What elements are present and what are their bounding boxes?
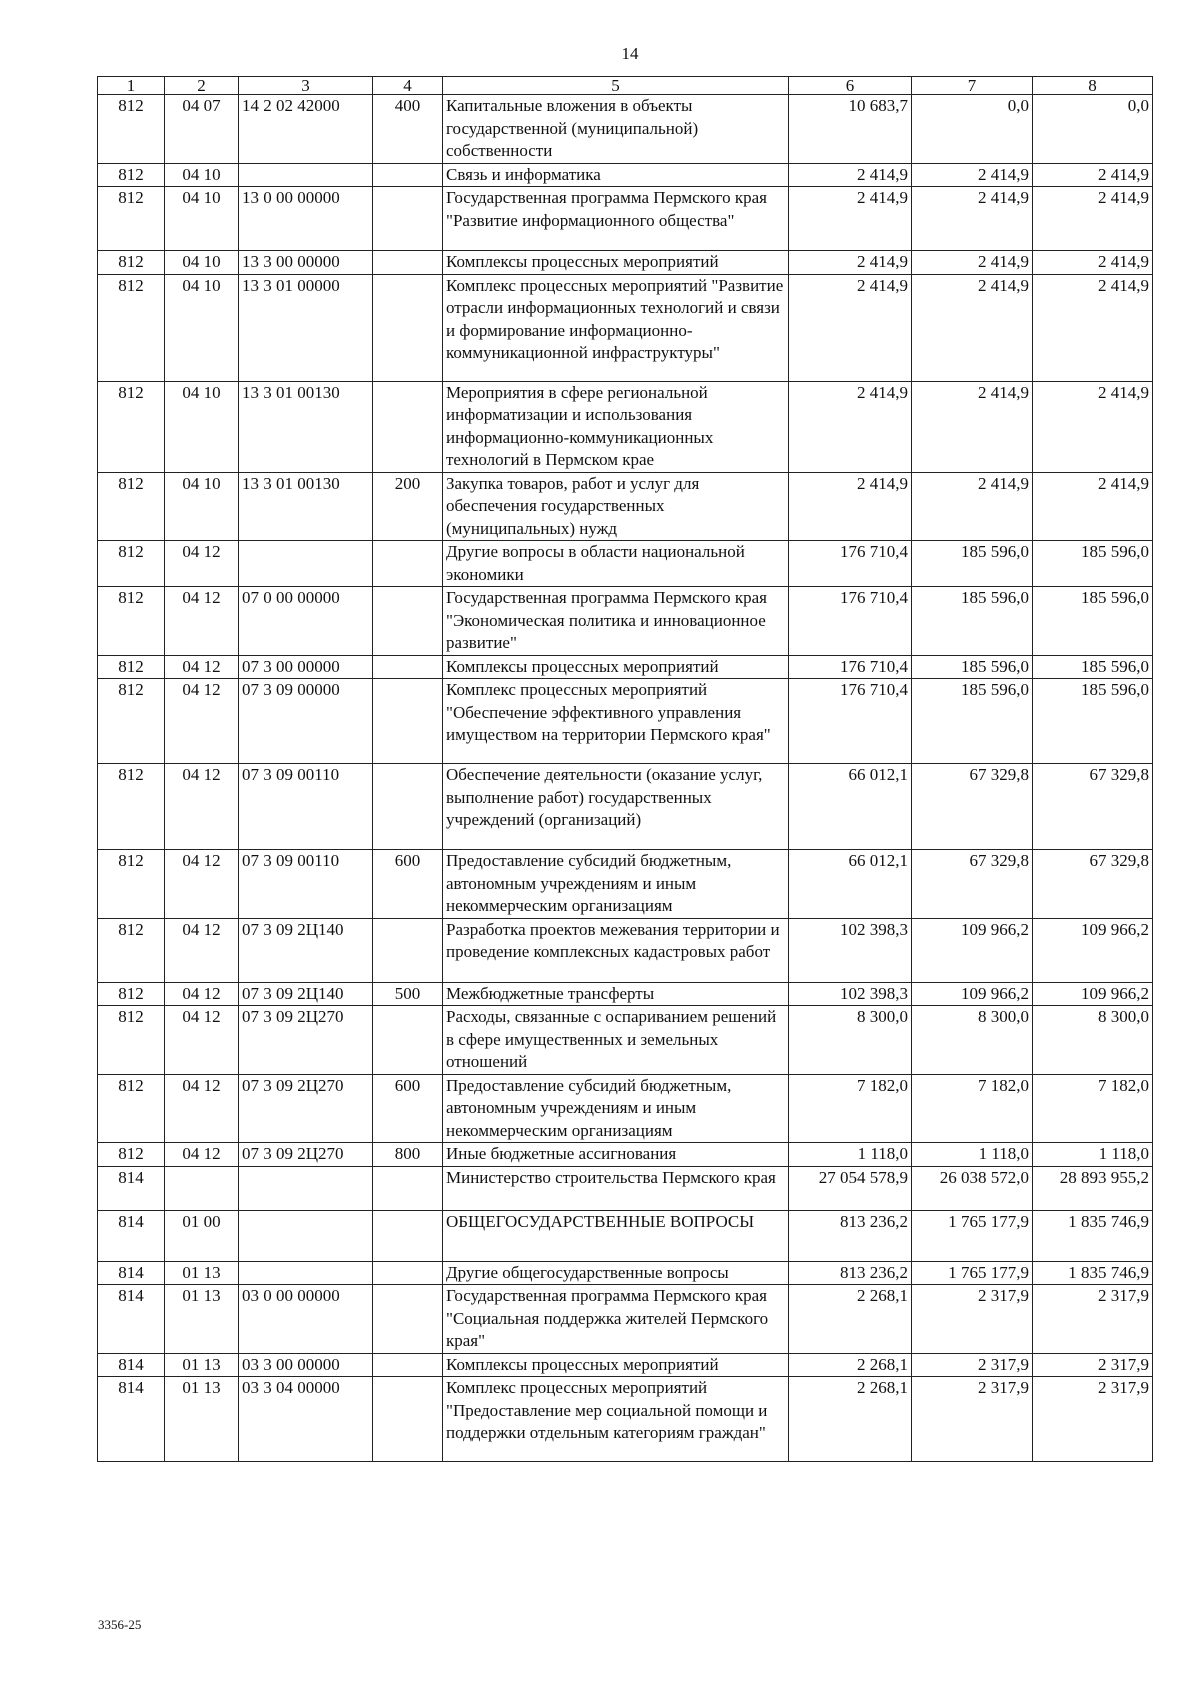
cell-target-article xyxy=(239,1210,373,1261)
cell-description: Другие вопросы в области национальной экономики xyxy=(443,541,789,587)
table-row xyxy=(98,163,1153,187)
cell-admin-code: 812 xyxy=(98,472,165,541)
cell-amount-6: 2 414,9 xyxy=(789,187,912,251)
cell-amount-6: 176 710,4 xyxy=(789,541,912,587)
cell-amount-8: 185 596,0 xyxy=(1033,655,1153,679)
cell-expense-type xyxy=(373,541,443,587)
cell-amount-8: 7 182,0 xyxy=(1033,1074,1153,1143)
column-header: 5 xyxy=(443,77,789,95)
cell-description: Связь и информатика xyxy=(443,163,789,187)
cell-amount-6: 2 414,9 xyxy=(789,274,912,381)
cell-amount-8: 2 414,9 xyxy=(1033,274,1153,381)
cell-target-article: 03 3 04 00000 xyxy=(239,1377,373,1462)
column-number-row xyxy=(98,77,1153,95)
cell-amount-7: 185 596,0 xyxy=(912,679,1033,764)
cell-section: 04 12 xyxy=(165,764,239,850)
table-row xyxy=(98,1166,1153,1210)
cell-expense-type: 500 xyxy=(373,982,443,1006)
cell-expense-type xyxy=(373,1210,443,1261)
cell-description: Другие общегосударственные вопросы xyxy=(443,1261,789,1285)
cell-target-article: 13 3 01 00000 xyxy=(239,274,373,381)
cell-description: Иные бюджетные ассигнования xyxy=(443,1143,789,1167)
cell-amount-8: 1 118,0 xyxy=(1033,1143,1153,1167)
cell-amount-6: 66 012,1 xyxy=(789,764,912,850)
cell-admin-code: 812 xyxy=(98,163,165,187)
cell-amount-7: 67 329,8 xyxy=(912,764,1033,850)
cell-amount-7: 109 966,2 xyxy=(912,982,1033,1006)
cell-amount-6: 2 414,9 xyxy=(789,251,912,275)
column-header: 1 xyxy=(98,77,165,95)
cell-description: Комплексы процессных мероприятий xyxy=(443,1353,789,1377)
cell-description: Комплексы процессных мероприятий xyxy=(443,251,789,275)
cell-admin-code: 812 xyxy=(98,655,165,679)
cell-amount-7: 2 317,9 xyxy=(912,1285,1033,1354)
cell-section: 04 12 xyxy=(165,1143,239,1167)
cell-amount-7: 185 596,0 xyxy=(912,655,1033,679)
cell-amount-7: 26 038 572,0 xyxy=(912,1166,1033,1210)
cell-amount-7: 8 300,0 xyxy=(912,1006,1033,1075)
document-code: 3356-25 xyxy=(98,1617,142,1632)
cell-admin-code: 812 xyxy=(98,274,165,381)
cell-expense-type xyxy=(373,1006,443,1075)
cell-admin-code: 812 xyxy=(98,1143,165,1167)
cell-target-article: 03 3 00 00000 xyxy=(239,1353,373,1377)
cell-expense-type xyxy=(373,1261,443,1285)
cell-description: Расходы, связанные с оспариванием решений в сфере имущественных и земельных отношений xyxy=(443,1006,789,1075)
cell-description: Комплексы процессных мероприятий xyxy=(443,655,789,679)
cell-section: 04 12 xyxy=(165,587,239,656)
cell-section: 04 10 xyxy=(165,472,239,541)
cell-amount-8: 67 329,8 xyxy=(1033,764,1153,850)
table-row xyxy=(98,1353,1153,1377)
cell-amount-6: 102 398,3 xyxy=(789,982,912,1006)
cell-amount-6: 2 414,9 xyxy=(789,163,912,187)
cell-amount-8: 2 414,9 xyxy=(1033,472,1153,541)
cell-amount-8: 28 893 955,2 xyxy=(1033,1166,1153,1210)
cell-amount-8: 0,0 xyxy=(1033,95,1153,164)
cell-admin-code: 812 xyxy=(98,918,165,982)
cell-expense-type xyxy=(373,187,443,251)
column-header: 7 xyxy=(912,77,1033,95)
cell-target-article: 14 2 02 42000 xyxy=(239,95,373,164)
cell-admin-code: 812 xyxy=(98,679,165,764)
cell-amount-8: 2 317,9 xyxy=(1033,1377,1153,1462)
cell-description: Капитальные вложения в объекты государственной (муниципальной) собственности xyxy=(443,95,789,164)
cell-description: Комплекс процессных мероприятий "Развитие отрасли информационных технологий и связи и формирование информационно-коммуникационной инфраструктуры" xyxy=(443,274,789,381)
cell-admin-code: 812 xyxy=(98,982,165,1006)
table-row xyxy=(98,918,1153,982)
cell-amount-8: 109 966,2 xyxy=(1033,918,1153,982)
cell-expense-type xyxy=(373,1353,443,1377)
cell-target-article xyxy=(239,163,373,187)
cell-amount-8: 2 317,9 xyxy=(1033,1285,1153,1354)
cell-expense-type xyxy=(373,918,443,982)
cell-description: Мероприятия в сфере региональной информатизации и использования информационно-коммуникационных технологий в Пермском крае xyxy=(443,381,789,472)
cell-description: Разработка проектов межевания территории и проведение комплексных кадастровых работ xyxy=(443,918,789,982)
cell-amount-6: 2 268,1 xyxy=(789,1353,912,1377)
cell-target-article: 07 3 09 00000 xyxy=(239,679,373,764)
cell-section: 04 10 xyxy=(165,274,239,381)
cell-amount-6: 176 710,4 xyxy=(789,655,912,679)
cell-description: Закупка товаров, работ и услуг для обеспечения государственных (муниципальных) нужд xyxy=(443,472,789,541)
column-header: 2 xyxy=(165,77,239,95)
cell-target-article: 13 3 00 00000 xyxy=(239,251,373,275)
cell-description: Государственная программа Пермского края "Социальная поддержка жителей Пермского края" xyxy=(443,1285,789,1354)
cell-admin-code: 814 xyxy=(98,1285,165,1354)
cell-expense-type: 200 xyxy=(373,472,443,541)
cell-description: Министерство строительства Пермского края xyxy=(443,1166,789,1210)
cell-amount-6: 2 268,1 xyxy=(789,1285,912,1354)
cell-amount-6: 8 300,0 xyxy=(789,1006,912,1075)
cell-admin-code: 812 xyxy=(98,187,165,251)
cell-amount-8: 1 835 746,9 xyxy=(1033,1261,1153,1285)
cell-description: Комплекс процессных мероприятий "Предоставление мер социальной помощи и поддержки отдельным категориям граждан" xyxy=(443,1377,789,1462)
cell-amount-8: 2 317,9 xyxy=(1033,1353,1153,1377)
cell-expense-type xyxy=(373,587,443,656)
cell-admin-code: 812 xyxy=(98,541,165,587)
table-row xyxy=(98,541,1153,587)
cell-target-article: 07 3 00 00000 xyxy=(239,655,373,679)
cell-expense-type xyxy=(373,1166,443,1210)
cell-target-article xyxy=(239,541,373,587)
cell-section: 01 13 xyxy=(165,1261,239,1285)
cell-target-article: 13 3 01 00130 xyxy=(239,472,373,541)
cell-amount-7: 109 966,2 xyxy=(912,918,1033,982)
cell-expense-type xyxy=(373,764,443,850)
cell-admin-code: 812 xyxy=(98,95,165,164)
cell-amount-6: 102 398,3 xyxy=(789,918,912,982)
cell-expense-type xyxy=(373,1377,443,1462)
cell-section: 04 10 xyxy=(165,187,239,251)
cell-expense-type xyxy=(373,1285,443,1354)
cell-section: 04 12 xyxy=(165,982,239,1006)
cell-amount-8: 185 596,0 xyxy=(1033,541,1153,587)
cell-target-article xyxy=(239,1261,373,1285)
cell-amount-8: 2 414,9 xyxy=(1033,163,1153,187)
cell-amount-7: 2 414,9 xyxy=(912,251,1033,275)
table-row xyxy=(98,1377,1153,1462)
cell-target-article xyxy=(239,1166,373,1210)
cell-amount-6: 176 710,4 xyxy=(789,587,912,656)
cell-section: 04 12 xyxy=(165,1006,239,1075)
cell-admin-code: 814 xyxy=(98,1210,165,1261)
cell-amount-7: 185 596,0 xyxy=(912,541,1033,587)
cell-description: ОБЩЕГОСУДАРСТВЕННЫЕ ВОПРОСЫ xyxy=(443,1210,789,1261)
cell-section: 04 12 xyxy=(165,1074,239,1143)
cell-amount-8: 8 300,0 xyxy=(1033,1006,1153,1075)
cell-expense-type xyxy=(373,274,443,381)
cell-target-article: 03 0 00 00000 xyxy=(239,1285,373,1354)
table-row xyxy=(98,274,1153,381)
cell-amount-6: 1 118,0 xyxy=(789,1143,912,1167)
cell-amount-7: 2 414,9 xyxy=(912,163,1033,187)
cell-admin-code: 812 xyxy=(98,850,165,919)
cell-amount-8: 185 596,0 xyxy=(1033,679,1153,764)
cell-amount-7: 1 118,0 xyxy=(912,1143,1033,1167)
cell-admin-code: 814 xyxy=(98,1261,165,1285)
table-row xyxy=(98,1261,1153,1285)
table-row xyxy=(98,850,1153,919)
cell-description: Комплекс процессных мероприятий "Обеспечение эффективного управления имуществом на территории Пермского края" xyxy=(443,679,789,764)
table-row xyxy=(98,1285,1153,1354)
cell-amount-7: 2 414,9 xyxy=(912,381,1033,472)
cell-expense-type xyxy=(373,381,443,472)
cell-expense-type: 600 xyxy=(373,850,443,919)
cell-target-article: 13 0 00 00000 xyxy=(239,187,373,251)
cell-amount-8: 2 414,9 xyxy=(1033,251,1153,275)
cell-expense-type xyxy=(373,251,443,275)
page-number: 14 xyxy=(621,44,639,63)
cell-amount-6: 813 236,2 xyxy=(789,1210,912,1261)
cell-description: Межбюджетные трансферты xyxy=(443,982,789,1006)
cell-admin-code: 814 xyxy=(98,1353,165,1377)
cell-expense-type xyxy=(373,679,443,764)
cell-expense-type: 400 xyxy=(373,95,443,164)
cell-expense-type xyxy=(373,163,443,187)
table-row xyxy=(98,679,1153,764)
cell-description: Обеспечение деятельности (оказание услуг, выполнение работ) государственных учреждений (организаций) xyxy=(443,764,789,850)
cell-amount-8: 109 966,2 xyxy=(1033,982,1153,1006)
table-row xyxy=(98,1143,1153,1167)
table-row xyxy=(98,1074,1153,1143)
cell-section: 01 13 xyxy=(165,1353,239,1377)
cell-amount-6: 66 012,1 xyxy=(789,850,912,919)
cell-amount-8: 185 596,0 xyxy=(1033,587,1153,656)
cell-admin-code: 812 xyxy=(98,587,165,656)
cell-amount-7: 2 414,9 xyxy=(912,274,1033,381)
cell-admin-code: 812 xyxy=(98,381,165,472)
cell-amount-7: 1 765 177,9 xyxy=(912,1210,1033,1261)
cell-section: 01 00 xyxy=(165,1210,239,1261)
table-row xyxy=(98,1210,1153,1261)
cell-target-article: 07 3 09 2Ц270 xyxy=(239,1074,373,1143)
budget-table xyxy=(97,76,1153,1462)
cell-amount-7: 2 414,9 xyxy=(912,472,1033,541)
cell-description: Государственная программа Пермского края "Экономическая политика и инновационное развитие" xyxy=(443,587,789,656)
cell-amount-6: 176 710,4 xyxy=(789,679,912,764)
cell-target-article: 07 3 09 2Ц270 xyxy=(239,1006,373,1075)
cell-expense-type xyxy=(373,655,443,679)
cell-amount-7: 0,0 xyxy=(912,95,1033,164)
cell-section: 04 12 xyxy=(165,679,239,764)
cell-target-article: 07 3 09 00110 xyxy=(239,850,373,919)
cell-section: 04 10 xyxy=(165,251,239,275)
cell-amount-8: 2 414,9 xyxy=(1033,381,1153,472)
cell-admin-code: 814 xyxy=(98,1166,165,1210)
cell-admin-code: 812 xyxy=(98,1074,165,1143)
cell-description: Предоставление субсидий бюджетным, автономным учреждениям и иным некоммерческим организациям xyxy=(443,850,789,919)
cell-amount-6: 2 414,9 xyxy=(789,472,912,541)
table-row xyxy=(98,764,1153,850)
cell-admin-code: 812 xyxy=(98,764,165,850)
column-header: 3 xyxy=(239,77,373,95)
cell-expense-type: 800 xyxy=(373,1143,443,1167)
cell-description: Государственная программа Пермского края "Развитие информационного общества" xyxy=(443,187,789,251)
cell-admin-code: 812 xyxy=(98,1006,165,1075)
cell-amount-6: 27 054 578,9 xyxy=(789,1166,912,1210)
cell-target-article: 07 0 00 00000 xyxy=(239,587,373,656)
cell-expense-type: 600 xyxy=(373,1074,443,1143)
table-row xyxy=(98,251,1153,275)
cell-admin-code: 814 xyxy=(98,1377,165,1462)
cell-amount-6: 10 683,7 xyxy=(789,95,912,164)
cell-target-article: 07 3 09 2Ц140 xyxy=(239,918,373,982)
cell-target-article: 07 3 09 2Ц270 xyxy=(239,1143,373,1167)
cell-amount-7: 2 414,9 xyxy=(912,187,1033,251)
table-row xyxy=(98,1006,1153,1075)
table-row xyxy=(98,587,1153,656)
cell-amount-6: 2 414,9 xyxy=(789,381,912,472)
cell-section: 04 10 xyxy=(165,381,239,472)
table-row xyxy=(98,381,1153,472)
cell-section: 04 10 xyxy=(165,163,239,187)
cell-amount-7: 67 329,8 xyxy=(912,850,1033,919)
cell-amount-7: 2 317,9 xyxy=(912,1377,1033,1462)
cell-amount-7: 2 317,9 xyxy=(912,1353,1033,1377)
table-row xyxy=(98,187,1153,251)
cell-target-article: 07 3 09 2Ц140 xyxy=(239,982,373,1006)
cell-admin-code: 812 xyxy=(98,251,165,275)
cell-section: 04 12 xyxy=(165,541,239,587)
cell-amount-6: 7 182,0 xyxy=(789,1074,912,1143)
table-row xyxy=(98,982,1153,1006)
cell-amount-7: 1 765 177,9 xyxy=(912,1261,1033,1285)
cell-section: 04 12 xyxy=(165,850,239,919)
cell-amount-6: 813 236,2 xyxy=(789,1261,912,1285)
cell-amount-7: 185 596,0 xyxy=(912,587,1033,656)
cell-section xyxy=(165,1166,239,1210)
column-header: 8 xyxy=(1033,77,1153,95)
cell-section: 04 12 xyxy=(165,918,239,982)
cell-section: 01 13 xyxy=(165,1285,239,1354)
table-row xyxy=(98,655,1153,679)
cell-section: 01 13 xyxy=(165,1377,239,1462)
cell-amount-7: 7 182,0 xyxy=(912,1074,1033,1143)
cell-description: Предоставление субсидий бюджетным, автономным учреждениям и иным некоммерческим организациям xyxy=(443,1074,789,1143)
table-row xyxy=(98,472,1153,541)
cell-section: 04 12 xyxy=(165,655,239,679)
table-body xyxy=(98,95,1153,1462)
cell-amount-6: 2 268,1 xyxy=(789,1377,912,1462)
cell-amount-8: 67 329,8 xyxy=(1033,850,1153,919)
table-row xyxy=(98,95,1153,164)
column-header: 4 xyxy=(373,77,443,95)
cell-amount-8: 1 835 746,9 xyxy=(1033,1210,1153,1261)
cell-amount-8: 2 414,9 xyxy=(1033,187,1153,251)
cell-section: 04 07 xyxy=(165,95,239,164)
cell-target-article: 13 3 01 00130 xyxy=(239,381,373,472)
cell-target-article: 07 3 09 00110 xyxy=(239,764,373,850)
column-header: 6 xyxy=(789,77,912,95)
